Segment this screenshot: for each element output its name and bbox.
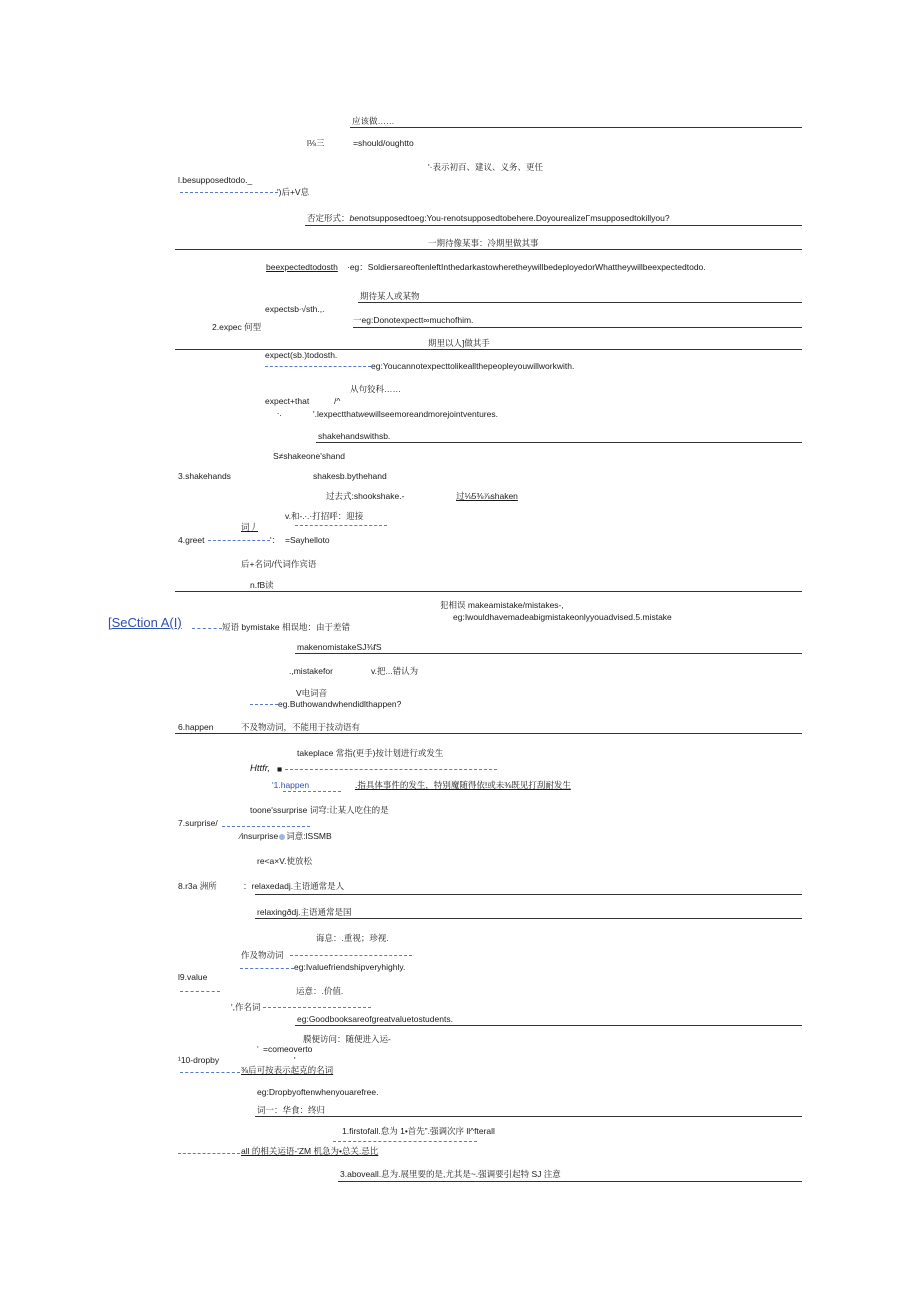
text-b15-line [313,410,498,419]
text-d3: 4.greet [178,535,205,545]
text-j3: 3.aboveall.息为.展里要的是,尤其是~.强调要引起特 SJ 注意 [340,1169,561,1179]
text-g5: re<a×V.使放松 [257,856,312,866]
dashed-rule [283,791,341,792]
text-f7: ■ [277,764,283,774]
text-c2: S≠shakeone'shand [273,451,345,461]
text-c1: shakehandswithsb. [318,431,391,441]
text-b14: ∙. [277,408,282,418]
text-b12: expect+that [265,396,310,406]
text-h4: l9.value [178,972,208,982]
text-b15: '.lexpectthat [313,409,359,419]
rule [255,918,802,919]
rule [358,302,802,303]
text-a6: ')后+V息 [277,187,310,197]
text-g2: 7.surprise/ [178,818,218,828]
text-g6: 8.r3a 洲所 [178,881,217,891]
rule [295,1025,802,1026]
text-e1: 犯相误 makeamistake/mistakes-, [440,600,564,610]
text-e7: v.把...错认为 [371,666,419,676]
rule [255,1116,802,1117]
text-c4: shakesb.bythehand [313,471,387,481]
text-h1: 诲息：.重视；珍视. [316,933,389,943]
text-i6: ⅜后可按表示起克的名词 [241,1065,334,1075]
rule [175,733,802,734]
text-a1: 应该做…… [352,116,395,126]
text-b4: 期待某人或某物 [360,291,420,301]
text-a8: be [349,213,359,223]
rule [316,442,802,443]
text-c6: 过⅛5⅜⅞shaken [456,491,518,501]
text-d5: =Sayhelloto [285,535,330,545]
rule [255,894,802,895]
text-g8-line [257,908,352,917]
text-i7: eg:Dropbyoftenwhenyouarefree. [257,1087,379,1097]
dashed-rule [285,769,497,770]
section-heading: [SeCtion A(I) [108,615,182,630]
text-b16: we [358,409,369,419]
text-f5: takeplace 常指(更手)按计划进行或发生 [297,748,444,758]
text-j1: 1.firstofall.怠为 1•首先”.强调次序 ll^fterall [342,1126,495,1136]
dashed-rule [180,192,278,193]
text-a7: 否定形式： [307,213,350,223]
dashed-rule [178,1153,240,1154]
text-h2: 作及物动词 [241,950,284,960]
text-b8: 期里以人]做其手 [428,338,490,348]
dashed-rule [265,366,371,367]
text-b10: eg:Youcannotexpecttolikeallthepeopleyouwillworkwith. [371,361,575,371]
text-b1: 一期待像某事：冷期里做其事 [428,238,539,248]
text-g8: relaxing [257,907,287,917]
text-b9: expect(sb.)todosth. [265,350,338,360]
text-a9: notsupposedtoeg:You-renotsupposedtobehere.DoyourealizeΓmsupposedtokillyou? [358,213,670,223]
text-g7: ：relaxedadj.主语通常是人 [243,881,345,891]
text-h3: eg:Ivaluefriendshipveryhighly. [294,962,406,972]
dashed-rule [263,1007,371,1008]
text-h6: ',作名词 [231,1002,261,1012]
text-b7: 2.expec 何型 [212,322,262,332]
text-f3: 6.happen [178,722,214,732]
text-c3: 3.shakehands [178,471,231,481]
dashed-rule [295,525,387,526]
text-f2: eg.Buthowandwhendidlthappen? [278,699,402,709]
text-f9: .指具体事件的发生，特别魔随得依!或未⅜既见打刮耐发生 [355,780,571,790]
text-g3: ∕insurprise [240,831,279,841]
dashed-rule [208,540,270,541]
text-d2: 词丿 [241,522,259,532]
text-i4: ¹10-dropby [178,1055,220,1065]
text-f1: V电词音 [296,688,328,698]
text-i2: ' [257,1044,259,1054]
text-negative-form [307,214,670,223]
dashed-rule [250,704,278,705]
text-e2: eg:Iwouldhavemadeabigmistakeonlyyouadvised.5.mistake [453,612,672,622]
text-b17: willseemoreandmorejointventures. [368,409,498,419]
text-j2: all 的相关运语-'ZM 机急为•总关.忌比 [241,1146,379,1156]
text-c5: 过去式:shookshake.- [326,491,405,501]
text-a4: '·表示初百、建议、义务、更任 [428,162,543,172]
text-g9: ðdj.主语通常是国 [286,907,352,917]
rule [350,127,802,128]
text-d6: 后+名词/代词作宾语 [241,559,317,569]
text-g4: 词意:lSSMB [286,831,332,841]
text-d1: v.和-.∙.·打招呼：迎接 [285,511,364,521]
dashed-rule [333,1141,477,1142]
dashed-rule [222,826,310,827]
rule [305,225,802,226]
rule [353,327,802,328]
dashed-rule [240,968,294,969]
text-f4: 不及物动词，不能用于技动语有 [241,722,361,732]
text-e6: .,mistakefor [289,666,333,676]
text-b5: expectsb∙√sth.,. [265,304,325,314]
text-a3: =should/oughtto [353,138,414,148]
text-g3-line [240,832,332,841]
text-d7: n.fB读 [250,580,274,590]
text-e5: makenomistakeSJ⅜fS [297,642,382,652]
rule [175,249,802,250]
dashed-rule [192,628,222,629]
text-f8: '1.happen [272,780,310,790]
text-f6: Httfr, [250,763,271,774]
bullet-icon [279,834,285,840]
text-i1: 膜便访问：随便进入运- [303,1034,391,1044]
text-b11: 从句狡科…… [350,384,402,394]
dashed-rule [290,955,412,956]
text-g1: toone'ssurprise 词穹:让某人吃住的是 [250,805,389,815]
text-e4: 短语 bymistake 相误地：由于差错 [222,622,350,632]
text-i3: =comeoverto [263,1044,313,1054]
text-b6: 一eg:Donotexpectt∞muchofhim. [353,315,474,325]
dashed-rule [180,1072,240,1073]
text-i5: ' [294,1055,296,1065]
dashed-rule [180,991,220,992]
text-b2: beexpectedtodosth [266,262,338,272]
rule [295,653,802,654]
text-d4: '： [270,535,281,545]
text-h5: 运意：.价值. [296,986,344,996]
text-b3: ·eg：SoldiersareoftenleftInthedarkastowheretheywillbedeployedorWhattheywillbeexpectedtodo. [347,262,706,272]
text-h7: eg:Goodbooksareofgreatvaluetostudents. [297,1014,453,1024]
text-a2: l⅛三 [307,138,325,148]
text-a5: l.besupposedtodo._ [178,175,253,185]
rule [338,1181,802,1182]
text-i8: 词一：华食：终归 [257,1105,326,1115]
rule [175,591,802,592]
text-b13: /^ [334,396,341,406]
